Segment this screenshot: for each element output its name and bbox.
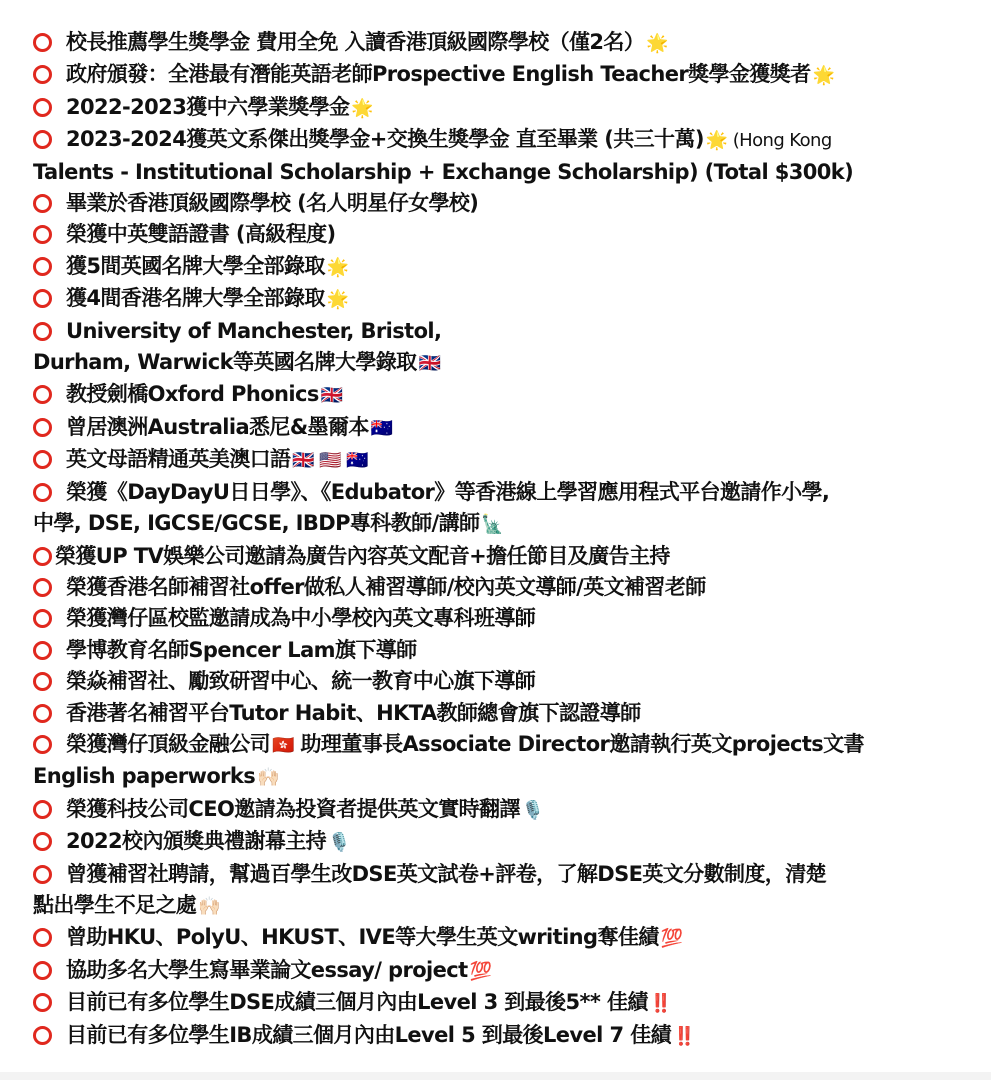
list-item xyxy=(33,124,973,156)
list-item-text: 畢業於香港頂級國際學校 (名人明星仔女學校) xyxy=(66,191,479,216)
red-circle-icon xyxy=(33,98,52,117)
list-item xyxy=(33,859,973,890)
list-item-text: 校長推薦學生獎學金 費用全免 入讀香港頂級國際學校（僅2名） xyxy=(66,30,645,54)
red-circle-icon xyxy=(33,832,52,851)
list-item xyxy=(33,794,973,826)
red-circle-icon xyxy=(33,385,52,404)
red-circle-icon xyxy=(33,1026,52,1045)
list-item xyxy=(33,955,973,987)
list-item-text: Talents - Institutional Scholarship + Exchange Scholarship) (Total $300k) xyxy=(33,159,854,184)
list-item-text: 英文母語精通英美澳口語 xyxy=(66,447,291,472)
list-item-text: 榮獲香港名師補習社offer做私人補習導師/校內英文導師/英文補習老師 xyxy=(66,574,706,599)
red-circle-icon xyxy=(33,289,52,308)
red-circle-icon xyxy=(33,961,52,980)
red-circle-icon xyxy=(33,609,52,628)
list-item-text: English paperworks xyxy=(33,764,256,789)
list-item xyxy=(33,412,973,444)
list-item xyxy=(33,987,973,1019)
list-item-text: 中學, DSE, IGCSE/GCSE, IBDP專科教師/講師 xyxy=(33,511,480,536)
list-item xyxy=(33,251,973,283)
list-item xyxy=(33,826,973,858)
red-circle-icon xyxy=(33,993,52,1012)
raised-hands-icon: 🙌🏻 xyxy=(257,767,279,789)
red-circle-icon xyxy=(33,641,52,660)
sparkle-icon: 🌟 xyxy=(326,289,349,311)
hundred-points-icon: 💯 xyxy=(660,928,683,950)
red-circle-icon xyxy=(33,257,52,276)
list-item-text: 曾獲補習社聘請，幫過百學生改DSE英文試卷+評卷，了解DSE英文分數制度，清楚 xyxy=(66,861,826,886)
microphone-icon: 🎙️ xyxy=(521,799,544,821)
statue-of-liberty-icon: 🗽 xyxy=(481,514,504,536)
list-item-text: 目前已有多位學生IB成績三個月內由Level 5 到最後Level 7 佳績 xyxy=(66,1022,671,1047)
hundred-points-icon: 💯 xyxy=(469,960,492,982)
list-item xyxy=(33,316,973,347)
list-item xyxy=(33,379,973,411)
red-circle-icon xyxy=(33,483,52,502)
red-circle-icon xyxy=(33,865,52,884)
list-item-text: 榮獲中英雙語證書 (高級程度) xyxy=(66,222,336,247)
list-item-text: 點出學生不足之處 xyxy=(33,892,197,917)
list-item-text: 曾居澳洲Australia悉尼&墨爾本 xyxy=(66,414,369,439)
list-item xyxy=(33,283,973,315)
red-circle-icon xyxy=(33,450,52,469)
australia-flag-icon: 🇦🇺 xyxy=(370,417,393,439)
list-item-continuation xyxy=(33,508,973,540)
red-circle-icon xyxy=(33,65,52,84)
red-circle-icon xyxy=(33,130,52,149)
list-item-text: 2022-2023獲中六學業獎學金 xyxy=(66,94,350,119)
list-item-continuation xyxy=(33,890,973,922)
red-circle-icon xyxy=(33,928,52,947)
list-item xyxy=(33,541,973,572)
uk-flag-icon: 🇬🇧 xyxy=(418,353,441,375)
list-item xyxy=(33,572,973,603)
list-item-text: 助理董事長Associate Director邀請執行英文projects文書 xyxy=(300,731,864,756)
red-circle-icon xyxy=(33,33,52,52)
list-item xyxy=(33,92,973,124)
list-item-text: 香港著名補習平台Tutor Habit、HKTA教師總會旗下認證導師 xyxy=(66,700,641,725)
list-item xyxy=(33,1020,973,1052)
double-exclamation-icon: ‼️ xyxy=(673,1025,695,1047)
list-item xyxy=(33,603,973,634)
list-item-text: 獲4間香港名牌大學全部錄取 xyxy=(66,286,325,311)
list-item-continuation xyxy=(33,347,973,379)
list-item xyxy=(33,666,973,697)
list-item-text: 榮獲UP TV娛樂公司邀請為廣告內容英文配音+擔任節目及廣告主持 xyxy=(55,543,670,568)
list-item-text: 曾助HKU、PolyU、HKUST、IVE等大學生英文writing奪佳績 xyxy=(66,925,659,950)
flags-icon: 🇬🇧 🇺🇸 🇦🇺 xyxy=(292,450,369,472)
list-item xyxy=(33,188,973,219)
double-exclamation-icon: ‼️ xyxy=(649,993,672,1015)
microphone-icon: 🎙️ xyxy=(328,832,350,854)
sparkle-icon: 🌟 xyxy=(646,33,669,54)
list-item-continuation xyxy=(33,761,973,793)
list-item-text: 2023-2024獲英文系傑出獎學金+交換生獎學金 直至畢業 (共三十萬) xyxy=(66,127,704,152)
list-item xyxy=(33,729,973,761)
red-circle-icon xyxy=(33,735,52,754)
list-item-text: 榮獲科技公司CEO邀請為投資者提供英文實時翻譯 xyxy=(66,796,520,821)
list-item xyxy=(33,27,973,59)
list-item-text: 協助多名大學生寫畢業論文essay/ project xyxy=(66,957,468,982)
raised-hands-icon: 🙌🏻 xyxy=(198,895,221,917)
sparkle-icon: 🌟 xyxy=(326,256,349,278)
list-item-text: 榮獲灣仔頂級金融公司 xyxy=(66,731,270,756)
red-circle-icon xyxy=(33,418,52,437)
list-item-text: 榮焱補習社、勵致研習中心、統一教育中心旗下導師 xyxy=(66,669,536,694)
bottom-divider xyxy=(0,1072,991,1080)
list-item-text: 目前已有多位學生DSE成績三個月內由Level 3 到最後5** 佳績 xyxy=(66,990,648,1015)
red-circle-icon xyxy=(33,578,52,597)
sparkle-icon: 🌟 (Hong Kong xyxy=(705,130,832,152)
list-item-continuation xyxy=(33,157,973,188)
uk-flag-icon: 🇬🇧 xyxy=(320,385,343,407)
list-item-text: 學博教育名師Spencer Lam旗下導師 xyxy=(66,637,417,662)
list-item xyxy=(33,219,973,250)
list-item-text: 獲5間英國名牌大學全部錄取 xyxy=(66,253,325,278)
list-item-text: 榮獲灣仔區校監邀請成為中小學校內英文專科班導師 xyxy=(66,606,536,631)
red-circle-icon xyxy=(33,322,52,341)
red-circle-icon xyxy=(33,704,52,723)
list-item-text: Durham, Warwick等英國名牌大學錄取 xyxy=(33,350,417,375)
list-item xyxy=(33,59,973,91)
achievement-list xyxy=(33,27,973,1052)
red-circle-icon xyxy=(33,800,52,819)
list-item xyxy=(33,477,973,508)
list-item xyxy=(33,922,973,954)
hong-kong-flag-icon: 🇭🇰 xyxy=(272,734,294,756)
list-item-text: 教授劍橋Oxford Phonics xyxy=(66,382,319,407)
list-item-text: 榮獲《DayDayU日日學》、《Edubator》等香港線上學習應用程式平台邀請作小學, xyxy=(66,479,830,504)
list-item xyxy=(33,444,973,476)
list-item xyxy=(33,635,973,666)
red-circle-icon xyxy=(33,547,52,566)
red-circle-icon xyxy=(33,194,52,213)
list-item xyxy=(33,698,973,729)
sparkle-icon: 🌟 xyxy=(812,65,835,87)
red-circle-icon xyxy=(33,672,52,691)
sparkle-icon: 🌟 xyxy=(351,97,374,119)
list-item-text: 2022校內頒獎典禮謝幕主持 xyxy=(66,829,327,854)
list-item-text: University of Manchester, Bristol, xyxy=(66,318,442,343)
red-circle-icon xyxy=(33,225,52,244)
list-item-text: 政府頒發：全港最有潛能英語老師Prospective English Teacher獎學金獲獎者 xyxy=(66,62,811,87)
